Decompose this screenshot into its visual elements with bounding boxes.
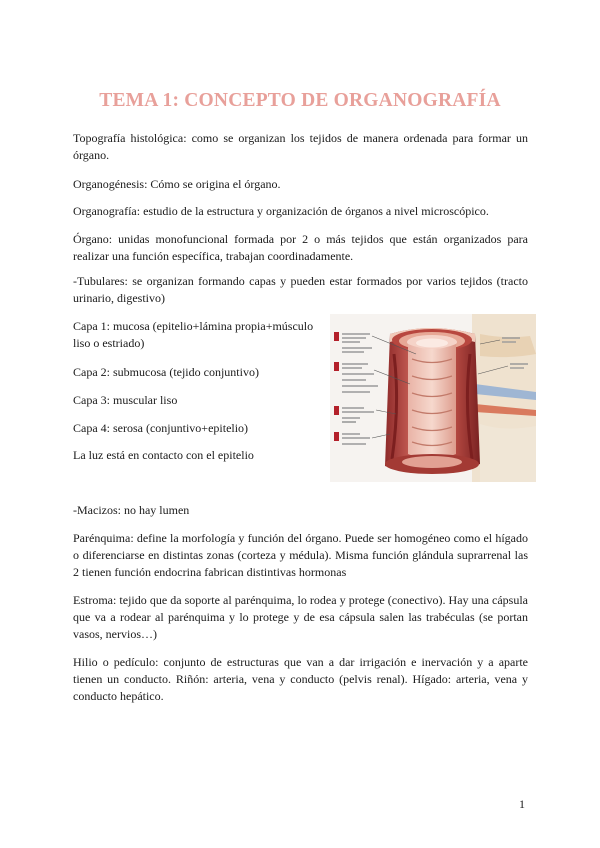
tubular-organ-drawing: [330, 314, 536, 482]
paragraph-estroma: Estroma: tejido que da soporte al parénquima, lo rodea y protege (conectivo). Hay una cápsula que va a rodear al parénquima y lo protege y de esa cápsula salen las trabéculas (se portan vasos, nervios…): [73, 593, 528, 641]
paragraph-luz: La luz está en contacto con el epitelio: [73, 448, 254, 462]
paragraph-capa4: Capa 4: serosa (conjuntivo+epitelio): [73, 421, 249, 435]
paragraph-macizos: -Macizos: no hay lumen: [73, 503, 190, 517]
paragraph-hilio: Hilio o pedículo: conjunto de estructuras que van a dar irrigación e inervación y a aparte tienen un conducto. Riñón: arteria, vena y conducto (pelvis renal). Hígado: arteria, vena y conducto hepático.: [73, 655, 528, 703]
paragraph-capa3: Capa 3: muscular liso: [73, 393, 178, 407]
paragraph-parenquima: Parénquima: define la morfología y función del órgano. Puede ser homogéneo como el hígado o diferenciarse en distintas zonas (corteza y médula). Misma función glándula suprarrenal las 2 tienen función endocrina fabrican distintivas hormonas: [73, 531, 528, 579]
page-title: TEMA 1: CONCEPTO DE ORGANOGRAFÍA: [99, 90, 501, 111]
page-number: 1: [519, 797, 525, 811]
paragraph-topografia: Topografía histológica: como se organizan los tejidos de manera ordenada para formar un órgano.: [73, 131, 528, 162]
paragraph-capa2: Capa 2: submucosa (tejido conjuntivo): [73, 365, 259, 379]
tubular-organ-illustration: [330, 314, 536, 482]
paragraph-organografia: Organografía: estudio de la estructura y organización de órganos a nivel microscópico.: [73, 204, 489, 218]
paragraph-organogenesis: Organogénesis: Cómo se origina el órgano.: [73, 177, 281, 191]
paragraph-capa1: Capa 1: mucosa (epitelio+lámina propia+músculo liso o estriado): [73, 319, 314, 350]
paragraph-organo: Órgano: unidas monofuncional formada por 2 o más tejidos que están organizados para realizar una función específica, trabajan coordinadamente.: [73, 232, 528, 263]
paragraph-tubulares: -Tubulares: se organizan formando capas y pueden estar formados por varios tejidos (tracto urinario, digestivo): [73, 274, 528, 305]
